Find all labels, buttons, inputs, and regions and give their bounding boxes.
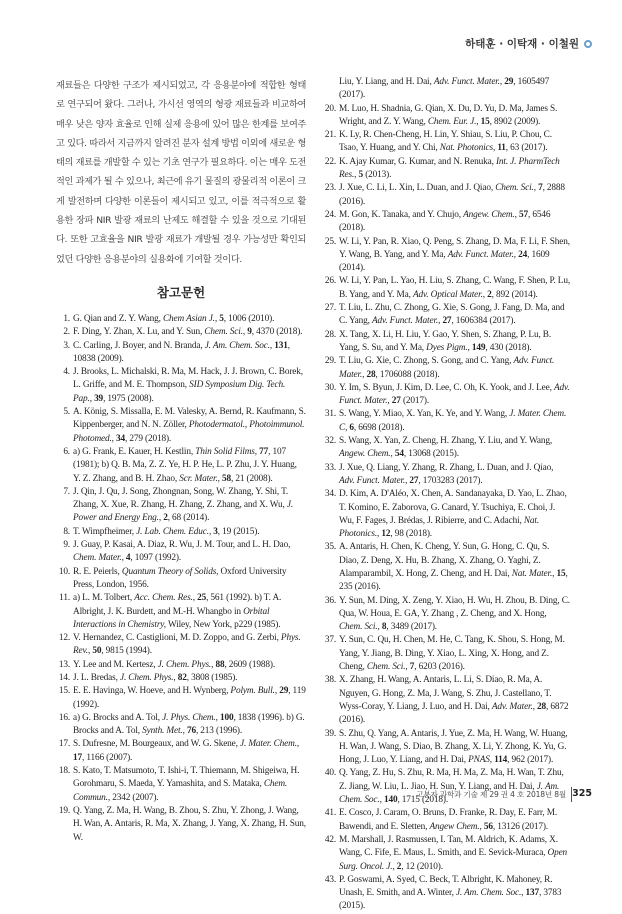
reference-number: 15. xyxy=(58,686,70,697)
reference-item xyxy=(322,874,570,914)
reference-text: Y. Sun, M. Ding, X. Zeng, Y. Xiao, H. Wu, H. Zhou, B. Ding, C. Qua, W. Houa, E. GA, Y. Zhang , Z. Cheng, and X. Hong, Chem. Sci., 8, 3489 (2017). xyxy=(339,595,570,633)
left-column xyxy=(56,76,306,845)
reference-text: Liu, Y. Liang, and H. Dai, Adv. Funct. Mater., 29, 1605497 (2017). xyxy=(339,77,550,101)
reference-number: 42. xyxy=(324,834,336,845)
reference-text: W. Li, Y. Pan, R. Xiao, Q. Peng, S. Zhang, D. Ma, F. Li, F. Shen, Y. Wang, B. Yang, and Y. Ma, Adv. Funct. Mater., 24, 1609 (2014). xyxy=(339,236,570,274)
reference-number: 10. xyxy=(58,566,70,577)
reference-number: 21. xyxy=(324,130,336,141)
reference-number: 40. xyxy=(324,768,336,779)
reference-item xyxy=(322,435,570,462)
reference-item xyxy=(56,805,306,845)
reference-text: M. Gon, K. Tanaka, and Y. Chujo, Angew. Chem., 57, 6546 (2018). xyxy=(339,209,551,234)
reference-item xyxy=(322,674,570,727)
reference-number: 20. xyxy=(324,103,336,114)
footer-journal: 고분자 과학과 기술 제 29 권 4 호 2018년 8월 xyxy=(416,790,566,799)
reference-item xyxy=(56,313,306,326)
reference-number: 9. xyxy=(63,540,70,551)
reference-item xyxy=(56,539,306,566)
reference-number: 28. xyxy=(324,329,336,340)
reference-text: Y. Sun, C. Qu, H. Chen, M. He, C. Tang, K. Shou, S. Hong, M. Yang, Y. Jiang, B. Ding, Y. Xiao, L. Xing, X. Hong, and Z. Cheng, Chem. Sci., 7, 6203 (2016). xyxy=(339,635,565,673)
reference-item xyxy=(322,834,570,874)
reference-item xyxy=(56,446,306,486)
reference-text: J. Guay, P. Kasai, A. Diaz, R. Wu, J. M. Tour, and L. H. Dao, Chem. Mater., 4, 1097 (1992). xyxy=(73,540,291,564)
reference-text: Q. Yang, Z. Hu, S. Zhu, R. Ma, H. Ma, Z. Ma, H. Wan, T. Zhu, Z. Jiang, W. Liu, L. Jiao, H. Sun, Y. Liang, and H. Dai, J. Am. Chem. Soc., 140, 1715 (2018). xyxy=(339,768,564,806)
reference-item xyxy=(322,355,570,382)
reference-item xyxy=(322,634,570,674)
reference-text: Y. Lee and M. Kertesz, J. Chem. Phys., 88, 2609 (1988). xyxy=(73,659,276,670)
reference-number: 16. xyxy=(58,712,70,723)
reference-text: M. Luo, H. Shadnia, G. Qian, X. Du, D. Yu, D. Ma, James S. Wright, and Z. Y. Wang, Chem. Eur. J., 15, 8902 (2009). xyxy=(339,103,558,127)
reference-number: 11. xyxy=(59,593,70,604)
reference-item xyxy=(322,182,570,209)
reference-text: A. Antaris, H. Chen, K. Cheng, Y. Sun, G. Hong, C. Qu, S. Diao, Z. Deng, X. Hu, B. Zhang, X. Zhang, O. Yaghi, Z. Alamparambil, X. Hong, Z. Cheng, and H. Dai, Nat. Mater., 15, 235 (2016). xyxy=(339,542,568,593)
reference-text: a) L. M. Tolbert, Acc. Chem. Res., 25, 561 (1992). b) T. A. Albright, J. K. Burdett, and M.-H. Whangbo in Orbital Interactions in Chemistry, Wiley, New York, p229 (1985). xyxy=(73,593,282,630)
reference-number: 2. xyxy=(63,327,70,338)
reference-text: J. Xue, Q. Liang, Y. Zhang, R. Zhang, L. Duan, and J. Qiao, Adv. Funct. Mater., 27, 1703283 (2017). xyxy=(339,462,554,486)
reference-number: 8. xyxy=(63,526,70,537)
reference-text: S. Kato, T. Matsumoto, T. Ishi-i, T. Thiemann, M. Shigeiwa, H. Gorohmaru, S. Maeda, Y. Yamashita, and S. Mataka, Chem. Commun., 2342 (2007). xyxy=(73,766,300,803)
reference-item xyxy=(56,526,306,539)
reference-text: Y. Im, S. Byun, J. Kim, D. Lee, C. Oh, K. Yook, and J. Lee, Adv. Funct. Mater., 27 (2017). xyxy=(339,382,570,407)
reference-number: 17. xyxy=(58,739,70,750)
reference-number: 37. xyxy=(324,635,336,646)
reference-item xyxy=(56,486,306,526)
reference-number: 30. xyxy=(324,382,336,393)
reference-text: F. Ding, Y. Zhan, X. Lu, and Y. Sun, Chem. Sci., 9, 4370 (2018). xyxy=(73,327,303,338)
reference-number: 38. xyxy=(324,675,336,686)
reference-text: T. Wimpfheimer, J. Lab. Chem. Educ., 3, 19 (2015). xyxy=(73,526,260,537)
reference-item xyxy=(322,408,570,435)
reference-text: D. Kim, A. D'Aléo, X. Chen, A. Sandanayaka, D. Yao, L. Zhao, T. Komino, E. Zaborova, G. Canard, Y. Tsuchiya, E. Choi, J. Wu, F. Fages, J. Brédas, J. Ribierre, and C. Adachi, Nat. Photonics., 12, 98 (2018). xyxy=(339,489,567,540)
reference-item xyxy=(56,326,306,339)
reference-text: a) G. Brocks and A. Tol, J. Phys. Chem., 100, 1838 (1996). b) G. Brocks and A. Tol, Synth. Met., 76, 213 (1996). xyxy=(73,712,305,737)
reference-text: C. Carling, J. Boyer, and N. Branda, J. Am. Chem. Soc., 131, 10838 (2009). xyxy=(73,340,290,364)
reference-text: Q. Yang, Z. Ma, H. Wang, B. Zhou, S. Zhu, Y. Zhong, J. Wang, H. Wan, A. Antaris, R. Ma, X. Zhang, J. Yang, X. Zhang, H. Sun, W. xyxy=(73,805,306,843)
reference-item xyxy=(322,236,570,276)
reference-item xyxy=(56,340,306,367)
reference-text: S. Wang, Y. Miao, X. Yan, K. Ye, and Y. Wang, J. Mater. Chem. C, 6, 6698 (2018). xyxy=(339,409,567,433)
page-number: 325 xyxy=(572,788,592,799)
reference-text: T. Liu, G. Xie, C. Zhong, S. Gong, and C. Yang, Adv. Funct. Mater., 28, 1706088 (2018). xyxy=(339,356,555,380)
reference-text: M. Marshall, J. Rasmussen, I. Tan, M. Aldrich, K. Adams, X. Wang, C. Fife, E. Maus, L. Smith, and E. Sevick-Muraca, Open Surg. Oncol. J., 2, 12 (2010). xyxy=(339,834,568,872)
reference-item xyxy=(322,541,570,594)
reference-text: R. E. Peierls, Quantum Theory of Solids, Oxford University Press, London, 1956. xyxy=(73,566,287,590)
reference-text: P. Goswami, A. Syed, C. Beck, T. Albright, K. Mahoney, R. Unash, E. Smith, and A. Winter, J. Am. Chem. Soc., 137, 3783 (2015). xyxy=(339,874,562,912)
reference-number: 14. xyxy=(58,672,70,683)
reference-number: 18. xyxy=(58,766,70,777)
reference-text: V. Hernandez, C. Castiglioni, M. D. Zoppo, and G. Zerbi, Phys. Rev., 50, 9815 (1994). xyxy=(73,633,301,657)
reference-item xyxy=(56,738,306,765)
reference-number: 12. xyxy=(58,633,70,644)
reference-number: 33. xyxy=(324,462,336,473)
reference-item xyxy=(322,329,570,356)
reference-text: J. Qin, J. Qu, J. Song, Zhongnan, Song, W. Zhang, Y. Shi, T. Zhang, X. Xue, R. Zhang, H. Zhang, Z. Zhang, and X. Wu, J. Power and Energy Eng., 2, 68 (2014). xyxy=(73,486,294,524)
reference-item xyxy=(56,366,306,406)
reference-number: 3. xyxy=(63,340,70,351)
reference-number: 23. xyxy=(324,183,336,194)
reference-item xyxy=(322,103,570,130)
reference-number: 25. xyxy=(324,236,336,247)
reference-text: G. Qian and Z. Y. Wang, Chem Asian J., 5, 1006 (2010). xyxy=(73,313,275,324)
reference-text: a) G. Frank, E. Kauer, H. Kestlin, Thin Solid Films, 77, 107 (1981); b) Q. B. Ma, Z. Z. Ye, H. P. He, L. P. Zhu, J. Y. Huang, Y. Z. Zhang, and B. H. Zhao, Scr. Mater., 58, 21 (2008). xyxy=(73,446,297,484)
reference-item xyxy=(56,592,306,632)
reference-number: 31. xyxy=(324,409,336,420)
reference-item xyxy=(322,209,570,236)
reference-item xyxy=(322,728,570,768)
reference-number: 5. xyxy=(63,407,70,418)
reference-text: J. Brooks, L. Michalski, R. Ma, M. Hack, J. J. Brown, C. Borek, L. Griffe, and M. E. Thompson, SID Symposium Dig. Tech. Pap., 39, 1975 (2008). xyxy=(73,367,303,404)
reference-text: K. Ly, R. Chen-Cheng, H. Lin, Y. Shiau, S. Liu, P. Chou, C. Tsao, Y. Huang, and Y. Chi, Nat. Photonics, 11, 63 (2017). xyxy=(339,130,552,154)
reference-number: 43. xyxy=(324,874,336,885)
reference-number: 27. xyxy=(324,303,336,314)
reference-item xyxy=(322,488,570,541)
reference-text: X. Zhang, H. Wang, A. Antaris, L. Li, S. Diao, R. Ma, A. Nguyen, G. Hong, Z. Ma, J. Wang, S. Zhu, J. Castellano, T. Wyss-Coray, Y. Liang, J. Luo, and H. Dai, Adv. Mater., 28, 6872 (2016). xyxy=(339,675,569,726)
reference-text: S. Zhu, Q. Yang, A. Antaris, J. Yue, Z. Ma, H. Wang, W. Huang, H. Wan, J. Wang, S. Diao, B. Zhang, X. Li, Y. Zhong, K. Yu, G. Hong, J. Luo, Y. Liang, and H. Dai, PNAS, 114, 962 (2017). xyxy=(339,728,568,766)
reference-item xyxy=(56,712,306,739)
reference-text: S. Wang, X. Yan, Z. Cheng, H. Zhang, Y. Liu, and Y. Wang, Angew. Chem., 54, 13068 (2015). xyxy=(339,436,552,460)
reference-item xyxy=(322,595,570,635)
reference-number: 29. xyxy=(324,356,336,367)
reference-number: 22. xyxy=(324,156,336,167)
reference-text: K. Ajay Kumar, G. Kumar, and N. Renuka, Int. J. PharmTech Res., 5 (2013). xyxy=(339,156,560,181)
reference-item xyxy=(56,685,306,712)
reference-number: 7. xyxy=(63,486,70,497)
reference-item xyxy=(322,275,570,302)
reference-text: J. Xue, C. Li, L. Xin, L. Duan, and J. Qiao, Chem. Sci., 7, 2888 (2016). xyxy=(339,183,565,207)
reference-item xyxy=(322,129,570,156)
reference-item xyxy=(322,462,570,489)
reference-text: T. Liu, L. Zhu, C. Zhong, G. Xie, S. Gong, J. Fang, D. Ma, and C. Yang, Adv. Funct. Mater., 27, 1606384 (2017). xyxy=(339,303,565,327)
reference-number: 26. xyxy=(324,276,336,287)
reference-item xyxy=(322,156,570,183)
reference-number: 41. xyxy=(324,808,336,819)
reference-number: 24. xyxy=(324,209,336,220)
reference-text: S. Dufresne, M. Bourgeaux, and W. G. Skene, J. Mater. Chem., 17, 1166 (2007). xyxy=(73,739,300,763)
references-title: 참고문헌 xyxy=(156,284,206,300)
reference-number: 13. xyxy=(58,659,70,670)
reference-number: 19. xyxy=(58,805,70,816)
body-paragraph: 재료들은 다양한 구조가 제시되었고, 각 응용분야에 적합한 형태로 연구되어 왔다. 그러나, 가시선 영역의 형광 재료들과 비교하여 매우 낮은 양자 효율로 인해 실제 응용에 있어 많은 한계를 보여주고 있다. 따라서 지금까지 알려진 분자 설계 방법 이외에 새로운 형태의 재료를 개발할 수 있는 기초 연구가 필요하다. 이는 매우 도전적인 과제가 될 수 있으나, 최근에 유기 물질의 광물리적 이론이 크게 발전하며 다양한 이론들이 제시되고 있고, 이를 적극적으로 활용한 장파 NIR 발광 재료의 난제도 해결할 수 있을 것으로 기대된다. 또한 고효율을 NIR 발광 재료가 개발될 경우 가능성만 확인되었던 다양한 응용분야의 실용화에 기여할 것이다. xyxy=(56,80,306,265)
reference-text: W. Li, Y. Pan, L. Yao, H. Liu, S. Zhang, C. Wang, F. Shen, P. Lu, B. Yang, and Y. Ma, Adv. Optical Mater., 2, 892 (2014). xyxy=(339,276,571,300)
reference-number: 6. xyxy=(63,446,70,457)
reference-text: E. Cosco, J. Caram, O. Bruns, D. Franke, R. Day, E. Farr, M. Bawendi, and E. Sletten, Angew Chem., 56, 13126 (2017). xyxy=(339,808,558,832)
reference-text: E. E. Havinga, W. Hoeve, and H. Wynberg, Polym. Bull., 29, 119 (1992). xyxy=(73,686,306,710)
reference-item xyxy=(56,406,306,446)
reference-item xyxy=(56,659,306,672)
reference-item xyxy=(56,672,306,685)
reference-item xyxy=(56,566,306,593)
reference-item xyxy=(322,302,570,329)
reference-number: 34. xyxy=(324,489,336,500)
page-footer xyxy=(0,786,622,804)
reference-number: 39. xyxy=(324,728,336,739)
reference-number: 36. xyxy=(324,595,336,606)
reference-item xyxy=(56,632,306,659)
reference-text: A. König, S. Missalla, E. M. Valesky, A. Bernd, R. Kaufmann, S. Kippenberger, and N. N. Zöller, Photodermatol., Photoimmunol. Photomed., 34, 279 (2018). xyxy=(73,407,306,444)
header-bullet-icon xyxy=(584,40,592,48)
reference-number: 35. xyxy=(324,542,336,553)
reference-number: 1. xyxy=(63,313,70,324)
references-list-left xyxy=(56,313,306,845)
header-authors: 하태훈 · 이탁재 · 이철원 xyxy=(465,38,579,50)
reference-number: 4. xyxy=(63,367,70,378)
reference-text: J. L. Bredas, J. Chem. Phys., 82, 3808 (1985). xyxy=(73,672,238,683)
reference-number: 32. xyxy=(324,436,336,447)
reference-item xyxy=(322,76,570,103)
running-header xyxy=(465,36,592,51)
reference-item xyxy=(322,382,570,409)
reference-text: X. Tang, X. Li, H. Liu, Y. Gao, Y. Shen, S. Zhang, P. Lu, B. Yang, S. Su, and Y. Ma, Dyes Pigm., 149, 430 (2018). xyxy=(339,329,552,353)
